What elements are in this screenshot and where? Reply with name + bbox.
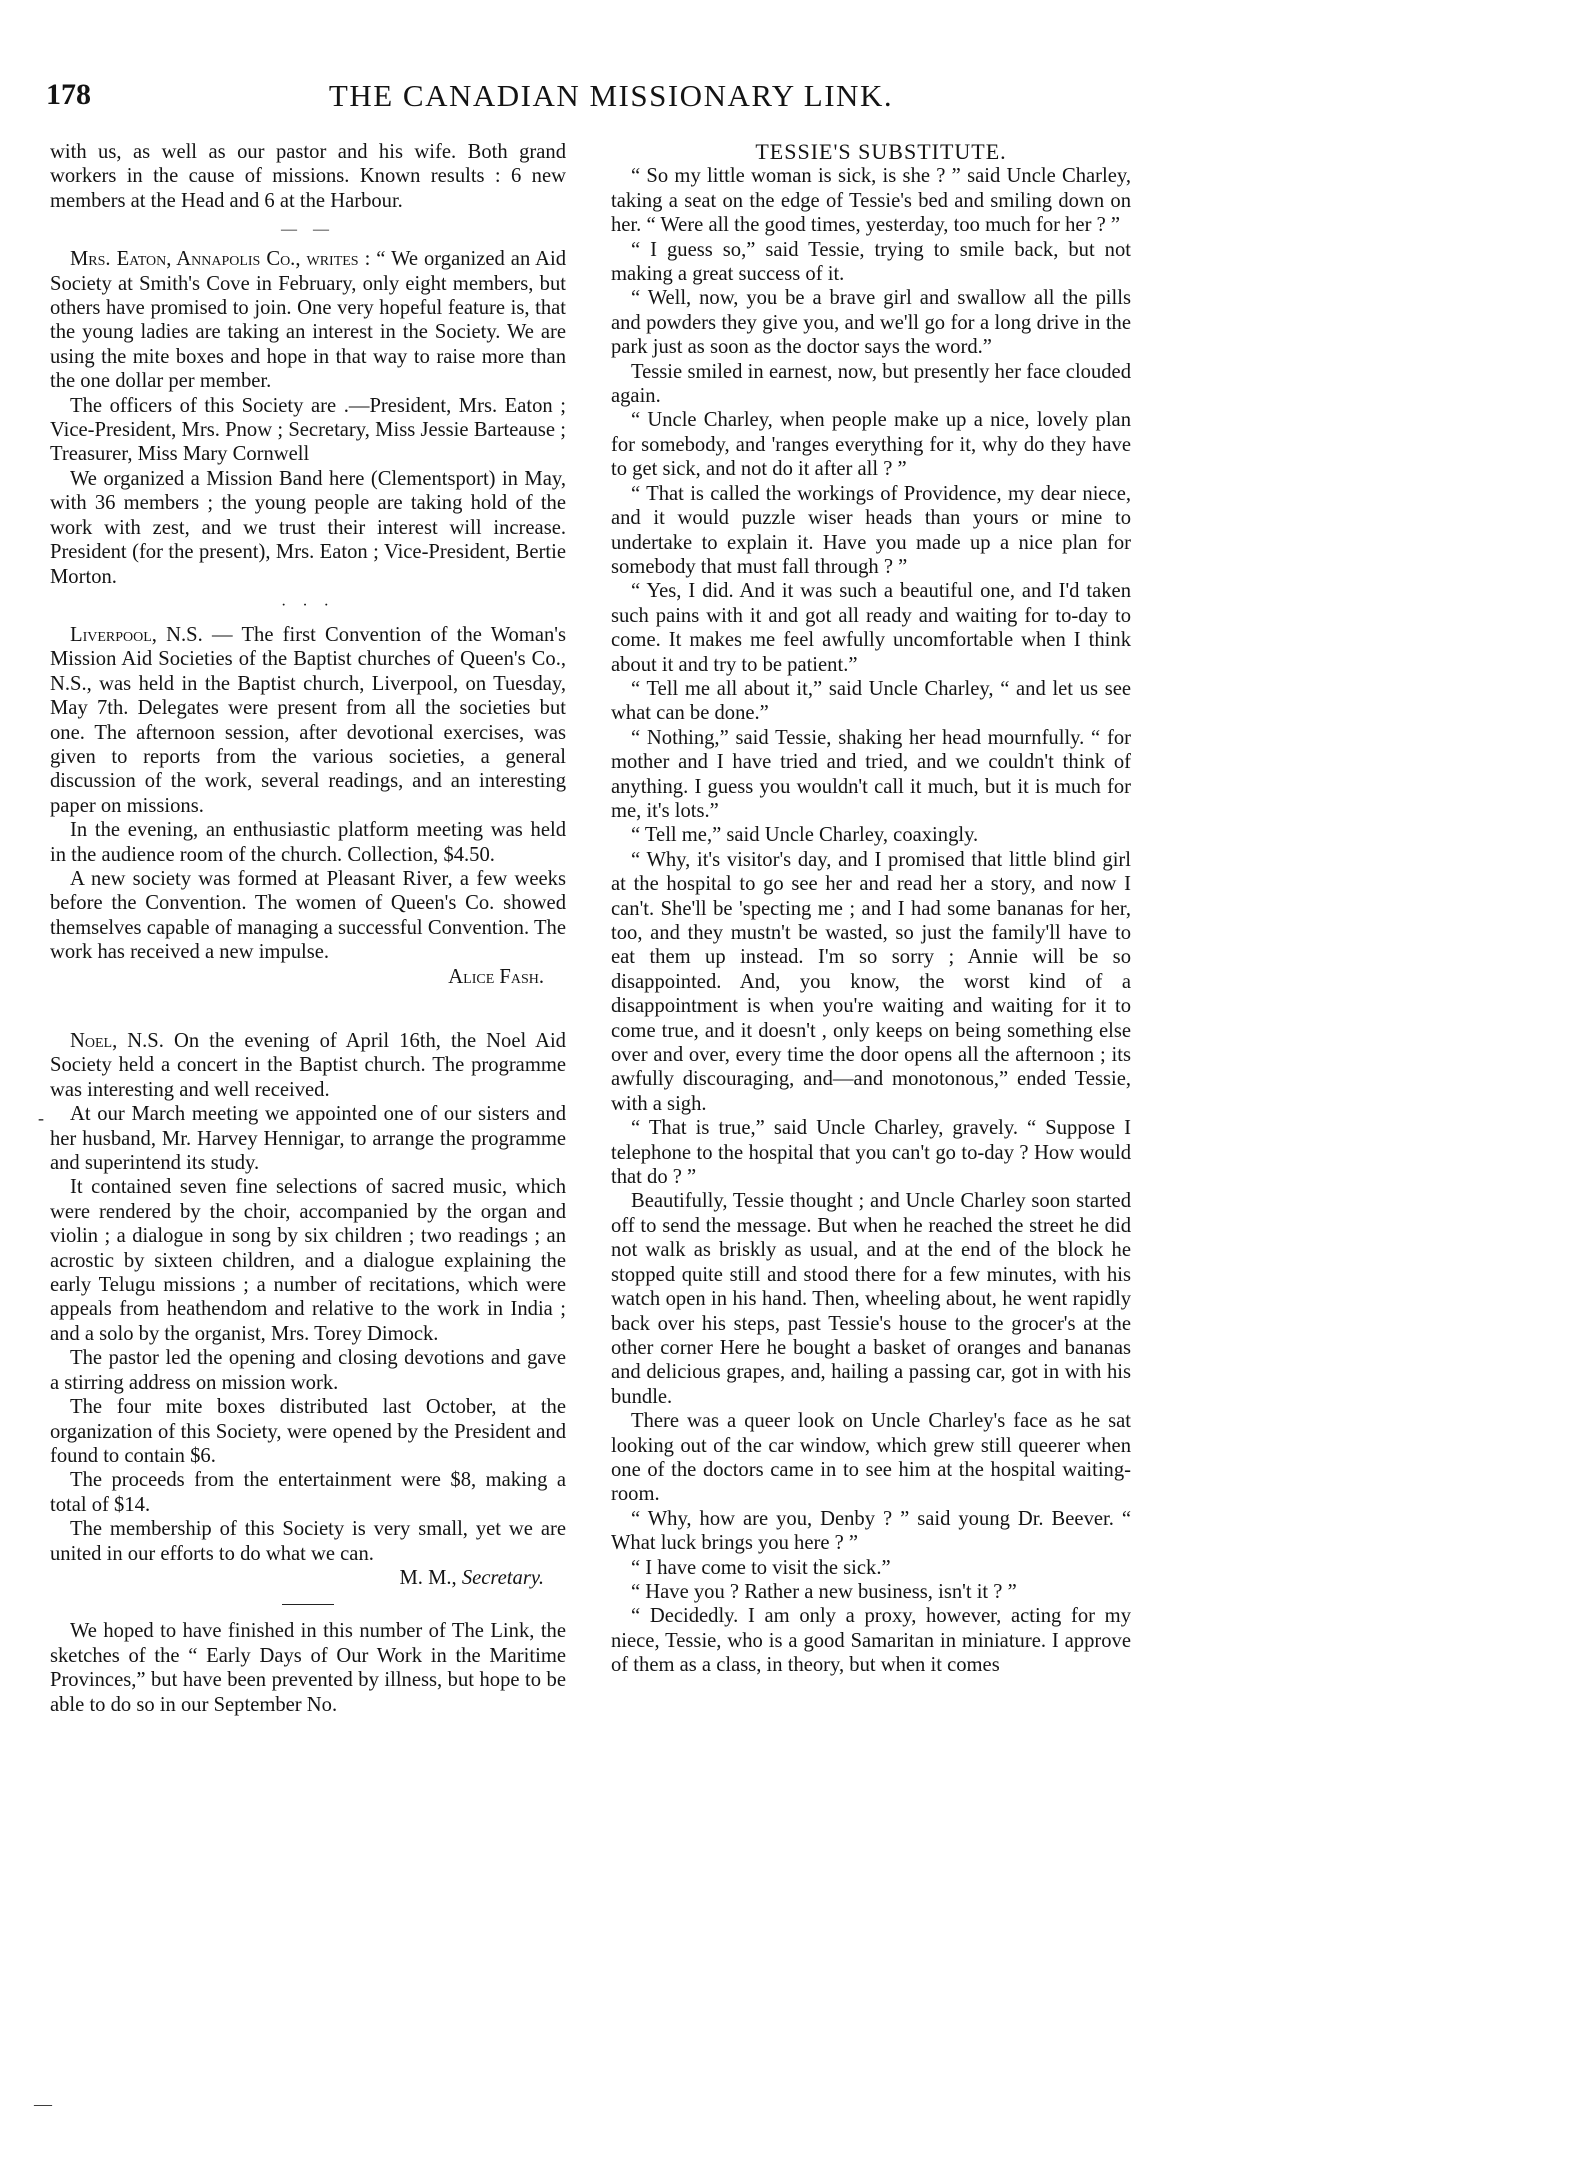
paragraph-lead: Noel, N.S. xyxy=(70,1030,164,1052)
paragraph-lead: Mrs. Eaton, Annapolis Co., writes : xyxy=(70,248,371,271)
story-paragraph: “ Yes, I did. And it was such a beautiful one, and I'd taken such pains with it and got all ready and waiting for to-day to come. It makes me feel awfully uncomfortable when I think about it and try to be patient.” xyxy=(611,580,1131,676)
page-header xyxy=(46,78,1146,122)
paragraph-lead: Liverpool, N.S. xyxy=(70,623,203,646)
page-number: 178 xyxy=(46,78,91,111)
story-paragraph: “ I guess so,” said Tessie, trying to smile back, but not making a great success of it. xyxy=(611,238,1131,286)
story-paragraph: There was a queer look on Uncle Charley's face as he sat looking out of the car window, which grew still queerer when one of the doctors came in to see him at the hospital waiting-room. xyxy=(611,1410,1131,1506)
paragraph: The officers of this Society are .—President, Mrs. Eaton ; Vice-President, Mrs. Pnow ; Secretary, Miss Jessie Barteause ; Treasurer, Miss Mary Cornwell xyxy=(50,394,566,466)
story-paragraph: Tessie smiled in earnest, now, but presently her face clouded again. xyxy=(611,360,1131,408)
signature: Alice Fash. xyxy=(448,965,544,988)
section-rule xyxy=(282,1604,334,1605)
story-paragraph: “ Have you ? Rather a new business, isn't it ? ” xyxy=(631,1580,1017,1603)
signature-title: Secretary. xyxy=(461,1566,544,1589)
paragraph: The membership of this Society is very small, yet we are united in our efforts to do what we can. xyxy=(50,1518,566,1565)
story-paragraph: Beautifully, Tessie thought ; and Uncle Charley soon started off to send the message. But when he reached the street he did not walk as briskly as usual, and at the end of the block he stopped quite still and stood there for a few minutes, with his watch open in his hand. Then, wheeling about, he went rapidly back over his steps, past Tessie's house to the grocer's at the other corner Here he bought a basket of oranges and bananas and delicious grapes, and, hailing a passing car, got in with his bundle. xyxy=(611,1190,1131,1408)
paragraph: with us, as well as our pastor and his wife. Both grand workers in the cause of missions. Known results : 6 new members at the Head and 6 at the Harbour. xyxy=(50,141,566,212)
journal-title: THE CANADIAN MISSIONARY LINK. xyxy=(328,78,894,113)
paragraph: It contained seven fine selections of sacred music, which were rendered by the choir, accompanied by the organ and violin ; a dialogue in song by six children ; two readings ; an acrostic by sixteen children, and a dialogue explaining the early Telugu missions ; a number of recitations, which were appeals from heathendom and relative to the work in India ; and a solo by the organist, Mrs. Torey Dimock. xyxy=(50,1176,566,1345)
section-separator: — — xyxy=(281,221,335,239)
story-paragraph: “ Why, it's visitor's day, and I promised that little blind girl at the hospital to go see her and read her a story, and now I can't. She'll be 'specting me ; and I had some bananas for her, too, and they mustn't be wasted, so just the family'll have to eat them up instead. I'm so sorry ; Annie will be so disappointed. And, you know, the worst kind of a disappointment is when you're waiting and waiting for it to come true, and it doesn't , only keeps on being something else over and over, every time the door opens all the afternoon ; its awfully discouraging, and—and monotonous,” ended Tessie, with a sigh. xyxy=(611,848,1131,1115)
story-paragraph: “ Why, how are you, Denby ? ” said young Dr. Beever. “ What luck brings you here ? ” xyxy=(611,1507,1131,1555)
story-paragraph: “ Tell me,” said Uncle Charley, coaxingly. xyxy=(631,824,979,847)
paragraph xyxy=(50,1029,566,1102)
story-paragraph: “ Well, now, you be a brave girl and swallow all the pills and powders they give you, and we'll go for a long drive in the park just as soon as the doctor says the word.” xyxy=(611,287,1131,359)
story-paragraph: “ That is called the workings of Providence, my dear niece, and it would puzzle wiser heads than yours or mine to undertake to explain it. Have you made up a nice plan for somebody that must fall through ? ” xyxy=(611,482,1131,578)
story-paragraph: “ That is true,” said Uncle Charley, gravely. “ Suppose I telephone to the hospital that you can't go to-day ? How would that do ? ” xyxy=(611,1117,1131,1189)
paragraph-text: — The first Convention of the Woman's Mission Aid Societies of the Baptist churches of Queen's Co., N.S., was held in the Baptist church, Liverpool, on Tuesday, May 7th. Delegates were present from all the societies but one. The afternoon session, after devotional exercises, was given to reports from the various societies, a general discussion of the work, several readings, and an interesting paper on missions. xyxy=(50,623,566,817)
paragraph-text: On the evening of April 16th, the Noel Aid Society held a concert in the Baptist church. The programme was interesting and well received. xyxy=(50,1030,566,1101)
signature-name: M. M., xyxy=(399,1566,462,1589)
spacer xyxy=(50,989,566,1029)
story-paragraph: “ I have come to visit the sick.” xyxy=(631,1556,891,1579)
paragraph: In the evening, an enthusiastic platform meeting was held in the audience room of the church. Collection, $4.50. xyxy=(50,819,566,866)
left-column xyxy=(50,140,566,1717)
margin-mark: — xyxy=(34,2094,52,2114)
paragraph: The pastor led the opening and closing devotions and gave a stirring address on mission work. xyxy=(50,1347,566,1394)
story-paragraph: “ Uncle Charley, when people make up a nice, lovely plan for somebody, and 'ranges everything for it, why do they have to get sick, and not do it after all ? ” xyxy=(611,409,1131,481)
story-paragraph: “ So my little woman is sick, is she ? ” said Uncle Charley, taking a seat on the edge of Tessie's bed and smiling down on her. “ Were all the good times, yesterday, too much for her ? ” xyxy=(611,165,1131,237)
section-separator: · · · xyxy=(281,596,335,614)
paragraph: We organized a Mission Band here (Clementsport) in May, with 36 members ; the young people are taking hold of the work with zest, and we trust their interest will increase. President (for the present), Mrs. Eaton ; Vice-President, Bertie Morton. xyxy=(50,467,566,588)
right-column xyxy=(611,140,1131,1678)
paragraph: We hoped to have finished in this number of The Link, the sketches of the “ Early Days of Our Work in the Maritime Provinces,” but have been prevented by illness, but hope to be able to do so in our September No. xyxy=(50,1620,566,1716)
paragraph xyxy=(50,247,566,393)
paragraph: The proceeds from the entertainment were $8, making a total of $14. xyxy=(50,1469,566,1516)
story-paragraph: “ Decidedly. I am only a proxy, however, acting for my niece, Tessie, who is a good Samaritan in miniature. I approve of them as a class, in theory, but when it comes xyxy=(611,1605,1131,1677)
paragraph xyxy=(50,623,566,818)
paragraph: A new society was formed at Pleasant River, a few weeks before the Convention. The women of Queen's Co. showed themselves capable of managing a successful Convention. The work has received a new impulse. xyxy=(50,867,566,964)
paragraph: The four mite boxes distributed last October, at the organization of this Society, were opened by the President and found to contain $6. xyxy=(50,1396,566,1467)
story-title: TESSIE'S SUBSTITUTE. xyxy=(755,139,1007,164)
signature xyxy=(50,1566,566,1590)
story-paragraph: “ Tell me all about it,” said Uncle Charley, “ and let us see what can be done.” xyxy=(611,677,1131,725)
margin-mark: - xyxy=(38,1108,44,1128)
paragraph-text: “ We organized an Aid Society at Smith's Cove in February, only eight members, but others have promised to join. One very hopeful feature is, that the young ladies are taking an interest in the Society. We are using the mite boxes and hope in that way to raise more than the one dollar per member. xyxy=(50,248,566,393)
paragraph: At our March meeting we appointed one of our sisters and her husband, Mr. Harvey Hennigar, to arrange the programme and superintend its study. xyxy=(50,1103,566,1175)
story-paragraph: “ Nothing,” said Tessie, shaking her head mournfully. “ for mother and I have tried and tried, and we couldn't think of anything. I guess you wouldn't call it much, but it is much for me, it's lots.” xyxy=(611,726,1131,822)
